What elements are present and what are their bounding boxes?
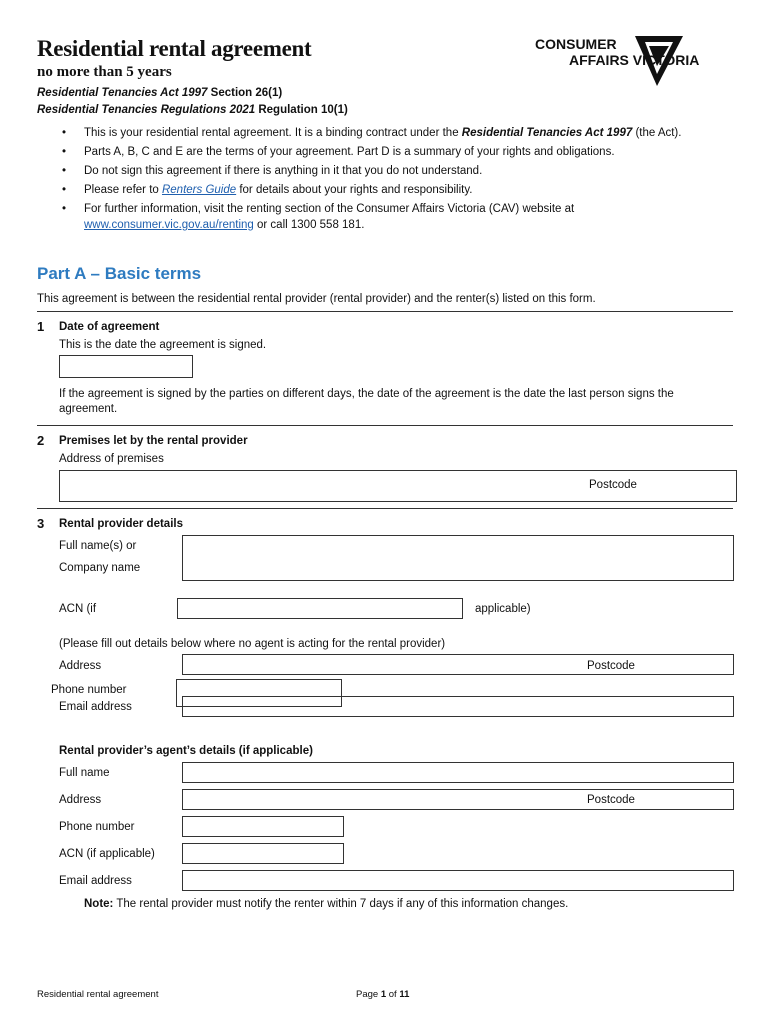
provider-acn-label: ACN (if	[59, 603, 97, 615]
agent-full-name-field[interactable]	[182, 762, 734, 783]
provider-acn-field[interactable]	[177, 598, 463, 619]
section-1-desc: This is the date the agreement is signed.	[59, 339, 267, 351]
agent-address-label: Address	[59, 794, 102, 806]
agent-email-label: Email address	[59, 875, 132, 887]
page-indicator: Page 1 of 11	[356, 989, 410, 1000]
provider-address-field[interactable]	[182, 654, 734, 675]
agent-full-name-label: Full name	[59, 767, 110, 779]
provider-name-field[interactable]	[182, 535, 734, 581]
provider-phone-field[interactable]	[176, 679, 342, 707]
provider-name-label-2: Company name	[59, 562, 141, 574]
provider-acn-suffix: applicable)	[475, 603, 531, 615]
provider-phone-label: Phone number	[51, 684, 127, 696]
agent-acn-field[interactable]	[182, 843, 344, 864]
agent-note	[84, 898, 568, 910]
logo-line-1: CONSUMER	[535, 36, 617, 52]
regulation-reference	[37, 104, 348, 116]
agent-address-field[interactable]	[182, 789, 734, 810]
agent-email-field[interactable]	[182, 870, 734, 891]
premises-address-label: Address of premises	[59, 453, 164, 465]
consumer-affairs-victoria-logo	[533, 34, 733, 86]
section-1-heading: Date of agreement	[59, 321, 160, 333]
divider	[37, 425, 733, 426]
section-2-number: 2	[37, 433, 45, 448]
agent-phone-label: Phone number	[59, 821, 135, 833]
premises-postcode-label: Postcode	[589, 479, 637, 491]
part-a-heading: Part A – Basic terms	[37, 264, 202, 283]
intro-bullet-list	[62, 125, 732, 236]
part-a-intro: This agreement is between the residential rental provider (rental provider) and the renter(s) listed on this form.	[37, 293, 596, 305]
provider-postcode-label: Postcode	[587, 660, 635, 672]
act-reference	[37, 87, 282, 99]
list-item: • For further information, visit the renting section of the Consumer Affairs Victoria (CAV) website at www.consumer.vic.gov.au/renting or call 1300 558 181.	[62, 203, 575, 231]
agent-acn-label: ACN (if applicable)	[59, 848, 155, 860]
agent-heading: Rental provider’s agent’s details (if applicable)	[59, 745, 313, 757]
logo-line-2: AFFAIRS VICTORIA	[569, 52, 700, 68]
page-number: 1	[380, 989, 387, 1000]
provider-fill-note: (Please fill out details below where no agent is acting for the rental provider)	[59, 638, 446, 650]
list-item: • Do not sign this agreement if there is anything in it that you do not understand.	[62, 165, 483, 177]
document-title: Residential rental agreement	[37, 36, 312, 61]
section-2-heading: Premises let by the rental provider	[59, 435, 248, 447]
agreement-date-field[interactable]	[59, 355, 193, 378]
divider	[37, 508, 733, 509]
agent-postcode-label: Postcode	[587, 794, 635, 806]
list-item: • Parts A, B, C and E are the terms of your agreement. Part D is a summary of your rights and obligations.	[62, 146, 615, 158]
provider-name-label-1: Full name(s) or	[59, 540, 137, 552]
provider-email-label: Email address	[59, 701, 132, 713]
section-1-note: If the agreement is signed by the parties on different days, the date of the agreement is the date the last person signs the agreement.	[59, 388, 674, 415]
note-text: The rental provider must notify the renter within 7 days if any of this information changes.	[113, 898, 569, 910]
footer-title: Residential rental agreement	[37, 989, 159, 1000]
regulation-name: Residential Tenancies Regulations 2021	[37, 104, 256, 116]
renters-guide-link[interactable]: Renters Guide	[161, 184, 237, 196]
list-item: • Please refer to Renters Guide for details about your rights and responsibility.	[62, 184, 473, 196]
list-item: • This is your residential rental agreement. It is a binding contract under the Residential Tenancies Act 1997 (the Act).	[62, 127, 682, 139]
section-3-number: 3	[37, 516, 45, 531]
agent-phone-field[interactable]	[182, 816, 344, 837]
section-3-heading: Rental provider details	[59, 518, 183, 530]
divider	[37, 311, 733, 312]
regulation-section: Regulation 10(1)	[255, 104, 348, 116]
cav-logo-graphic	[533, 34, 733, 86]
provider-address-label: Address	[59, 660, 102, 672]
act-section: Section 26(1)	[207, 87, 283, 99]
page-total: 11	[399, 989, 410, 1000]
cav-website-link[interactable]: www.consumer.vic.gov.au/renting	[84, 219, 254, 231]
document-subtitle: no more than 5 years	[37, 64, 172, 80]
note-label: Note:	[84, 898, 114, 910]
section-1-number: 1	[37, 319, 45, 334]
act-name: Residential Tenancies Act 1997	[37, 87, 208, 99]
